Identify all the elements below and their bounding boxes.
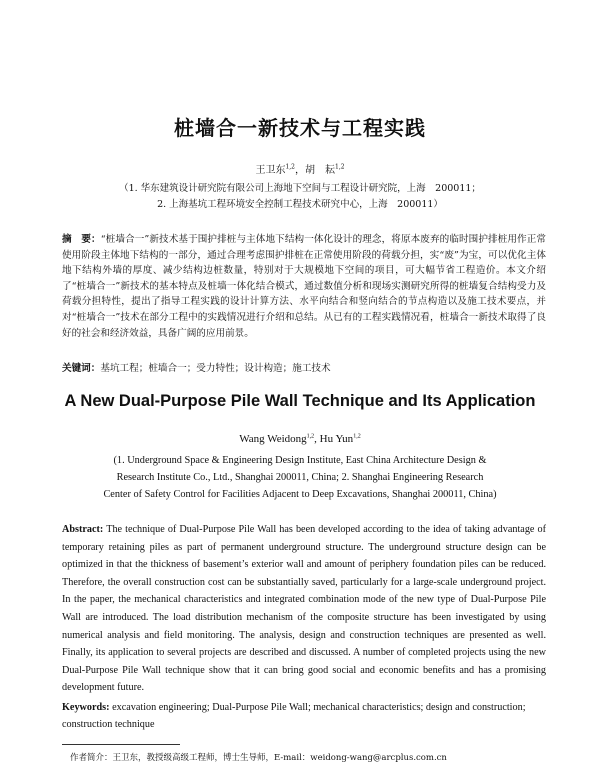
english-abstract xyxy=(62,521,546,697)
chinese-abstract xyxy=(62,232,546,341)
keywords-text: 基坑工程；桩墙合一；受力特性；设计构造；施工技术 xyxy=(100,363,331,374)
keywords-text: excavation engineering; Dual-Purpose Pile Wall; mechanical characteristics; design and construction; construction technique xyxy=(62,702,526,730)
english-keywords xyxy=(62,699,546,733)
author-footnote: 作者简介：王卫东，教授级高级工程师，博士生导师，E-mail：weidong-wang@arcplus.com.cn xyxy=(70,753,447,763)
author-affiliation-mark: 1,2 xyxy=(353,433,361,440)
chinese-keywords xyxy=(62,360,546,374)
chinese-affiliation-line: 2. 上海基坑工程环境安全控制工程技术研究中心，上海 200011） xyxy=(157,199,443,210)
author-separator: ， xyxy=(295,165,305,176)
author-name: Hu Yun xyxy=(319,433,354,445)
keywords-label: Keywords: xyxy=(62,702,110,713)
abstract-label: Abstract: xyxy=(62,524,104,535)
author-affiliation-mark: 1,2 xyxy=(335,163,345,171)
chinese-authors xyxy=(0,161,600,176)
footnote-divider xyxy=(62,744,180,745)
keywords-label: 关键词： xyxy=(62,363,101,374)
english-authors xyxy=(0,433,600,445)
abstract-label: 摘 要： xyxy=(62,234,101,245)
english-title: A New Dual-Purpose Pile Wall Technique and Its Application xyxy=(64,392,536,410)
english-affiliation-line: (1. Underground Space & Engineering Design Institute, East China Architecture Design & xyxy=(113,455,487,466)
english-affiliation-line: Center of Safety Control for Facilities Adjacent to Deep Excavations, Shanghai 200011, China) xyxy=(103,489,497,500)
chinese-affiliation-line: （1. 华东建筑设计研究院有限公司上海地下空间与工程设计研究院，上海 200011； xyxy=(119,183,481,194)
abstract-text: The technique of Dual-Purpose Pile Wall has been developed according to the idea of taking advantage of temporary retaining piles as part of permanent underground structure. The underground structure design can be optimized in that the thickness of basement’s exterior wall and amount of periphery foundation piles can be reduced. Therefore, the overall construction cost can be substantially saved, particularly for a large-scale underground project. In the paper, the mechanical characteristics and integrated combination mode of the new type of Dual-Purpose Pile Wall are introduced. The load distribution mechanism of the composite structure has been investigated by using numerical analysis and field monitoring. The analysis, design and construction techniques are presented as well. Finally, its application to several projects are described and discussed. A number of completed projects using the new Dual-Purpose Pile Wall technique show that it can bring good social and economic benefits and has a promising development future. xyxy=(62,524,546,694)
author-separator: , xyxy=(314,433,320,445)
author-name: 王卫东 xyxy=(255,165,286,176)
author-name: Wang Weidong xyxy=(239,433,307,445)
author-name: 胡 耘 xyxy=(305,165,335,176)
abstract-text: “桩墙合一”新技术基于围护排桩与主体地下结构一体化设计的理念，将原本废弃的临时围护排桩用作正常使用阶段主体地下结构的一部分，通过合理考虑围护排桩在正常使用阶段的荷载分担，实“废”为宝，可以优化主体地下结构外墙的厚度、减少结构边桩数量，特别对于大规模地下空间的项目，可大幅节省工程造价。本文介绍了“桩墙合一”新技术的基本特点及桩墙一体化结合模式，通过数值分析和现场实测研究所得的桩墙复合结构受力及荷载分担特性，提出了指导工程实践的设计计算方法、水平向结合和竖向结合的节点构造以及施工技术要点，并对“桩墙合一”技术在部分工程中的实践情况进行介绍和总结。从已有的工程实践情况看，桩墙合一新技术取得了良好的社会和经济效益，具备广阔的应用前景。 xyxy=(62,234,546,339)
english-affiliation-line: Research Institute Co., Ltd., Shanghai 200011, China; 2. Shanghai Engineering Research xyxy=(116,472,484,483)
author-affiliation-mark: 1,2 xyxy=(285,163,295,171)
author-affiliation-mark: 1,2 xyxy=(306,433,315,440)
chinese-title: 桩墙合一新技术与工程实践 xyxy=(174,116,426,140)
